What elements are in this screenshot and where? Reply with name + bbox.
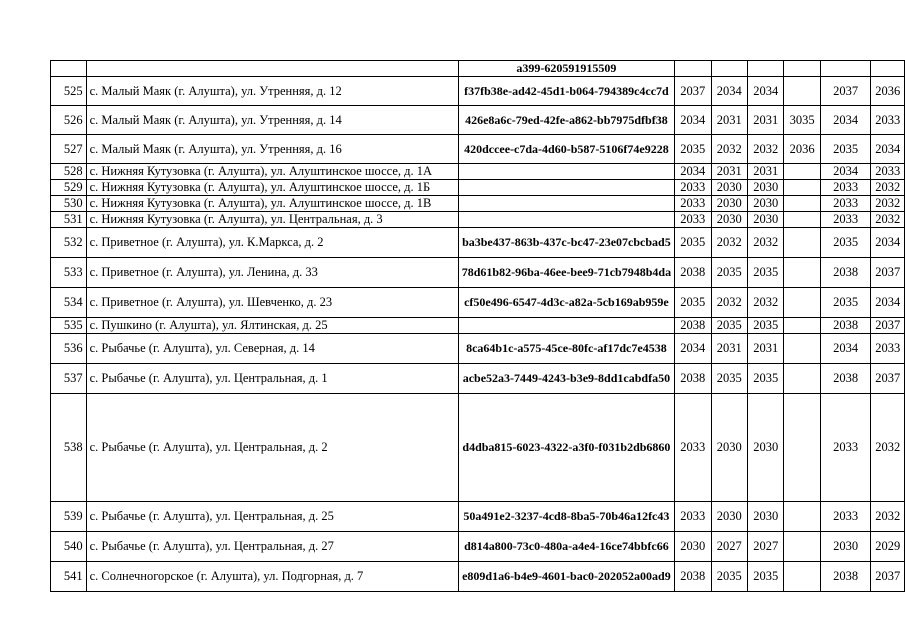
year-4-cell (784, 502, 820, 532)
year-4-cell (784, 77, 820, 106)
table-row (51, 135, 905, 164)
year-4-cell (784, 394, 820, 502)
year-1-cell: 2034 (675, 334, 711, 364)
address-cell: с. Пушкино (г. Алушта), ул. Ялтинская, д. 25 (86, 318, 458, 334)
year-1-cell: 2038 (675, 318, 711, 334)
year-4-cell: 3035 (784, 106, 820, 135)
address-cell: с. Нижняя Кутузовка (г. Алушта), ул. Центральная, д. 3 (86, 212, 458, 228)
table-row (51, 180, 905, 196)
guid-cell: acbe52a3-7449-4243-b3e9-8dd1cabdfa50 (458, 364, 674, 394)
guid-cell: a399-620591915509 (458, 61, 674, 77)
guid-cell: f37fb38e-ad42-45d1-b064-794389c4cc7d (458, 77, 674, 106)
year-6-cell: 2033 (871, 334, 905, 364)
year-3-cell: 2031 (747, 106, 783, 135)
year-3-cell: 2030 (747, 212, 783, 228)
row-number-cell: 539 (51, 502, 87, 532)
guid-cell: ba3be437-863b-437c-bc47-23e07cbcbad5 (458, 228, 674, 258)
year-5-cell: 2034 (820, 334, 871, 364)
year-3-cell: 2035 (747, 258, 783, 288)
row-number-cell: 528 (51, 164, 87, 180)
housing-table (50, 60, 905, 592)
year-6-cell: 2032 (871, 394, 905, 502)
year-3-cell: 2027 (747, 532, 783, 562)
year-4-cell (784, 258, 820, 288)
year-5-cell: 2035 (820, 135, 871, 164)
year-4-cell (784, 228, 820, 258)
address-cell: с. Рыбачье (г. Алушта), ул. Северная, д. 14 (86, 334, 458, 364)
year-1-cell: 2034 (675, 106, 711, 135)
table-row-continued (51, 61, 905, 77)
year-6-cell: 2036 (871, 77, 905, 106)
year-6-cell: 2037 (871, 562, 905, 592)
year-4-cell (784, 212, 820, 228)
address-cell: с. Приветное (г. Алушта), ул. Ленина, д. 33 (86, 258, 458, 288)
table-row (51, 164, 905, 180)
row-number-cell: 527 (51, 135, 87, 164)
address-cell: с. Приветное (г. Алушта), ул. К.Маркса, д. 2 (86, 228, 458, 258)
address-cell: с. Малый Маяк (г. Алушта), ул. Утренняя, д. 12 (86, 77, 458, 106)
guid-cell (458, 196, 674, 212)
year-2-cell: 2035 (711, 318, 747, 334)
year-1-cell: 2033 (675, 502, 711, 532)
year-4-cell (784, 562, 820, 592)
table-row (51, 228, 905, 258)
year-5-cell: 2038 (820, 364, 871, 394)
num-cell (51, 61, 87, 77)
row-number-cell: 531 (51, 212, 87, 228)
year-1-cell: 2033 (675, 212, 711, 228)
row-number-cell: 535 (51, 318, 87, 334)
table-row (51, 532, 905, 562)
address-cell: с. Малый Маяк (г. Алушта), ул. Утренняя, д. 16 (86, 135, 458, 164)
year-1-cell: 2035 (675, 135, 711, 164)
year-5-cell: 2038 (820, 258, 871, 288)
year-2-cell: 2032 (711, 228, 747, 258)
guid-cell: 8ca64b1c-a575-45ce-80fc-af17dc7e4538 (458, 334, 674, 364)
year-3-cell: 2034 (747, 77, 783, 106)
year-1-cell: 2033 (675, 180, 711, 196)
guid-cell (458, 180, 674, 196)
table-row (51, 318, 905, 334)
year-5-cell: 2037 (820, 77, 871, 106)
year-3-cell: 2032 (747, 228, 783, 258)
guid-cell: 50a491e2-3237-4cd8-8ba5-70b46a12fc43 (458, 502, 674, 532)
guid-cell: 78d61b82-96ba-46ee-bee9-71cb7948b4da (458, 258, 674, 288)
year-4-cell (784, 196, 820, 212)
year-2-cell: 2030 (711, 502, 747, 532)
year-4-cell (784, 318, 820, 334)
year-2-cell: 2030 (711, 212, 747, 228)
year-6-cell: 2032 (871, 196, 905, 212)
year-3-cell: 2032 (747, 288, 783, 318)
table-row (51, 106, 905, 135)
table-row (51, 77, 905, 106)
year-1-cell: 2038 (675, 562, 711, 592)
year-3-cell: 2031 (747, 164, 783, 180)
year-4-cell (784, 288, 820, 318)
guid-cell: 420dccee-c7da-4d60-b587-5106f74e9228 (458, 135, 674, 164)
year-5-cell: 2034 (820, 106, 871, 135)
year-3-cell: 2035 (747, 318, 783, 334)
guid-cell (458, 164, 674, 180)
year-6-cell: 2032 (871, 502, 905, 532)
address-cell: с. Приветное (г. Алушта), ул. Шевченко, д. 23 (86, 288, 458, 318)
table-row (51, 364, 905, 394)
year-2-cell: 2032 (711, 135, 747, 164)
year-6-cell: 2037 (871, 364, 905, 394)
year-1-cell: 2033 (675, 394, 711, 502)
row-number-cell: 541 (51, 562, 87, 592)
year-2-cell: 2030 (711, 180, 747, 196)
year-2-cell: 2032 (711, 288, 747, 318)
address-cell (86, 61, 458, 77)
year-6-cell: 2037 (871, 318, 905, 334)
year-3-cell: 2030 (747, 394, 783, 502)
table-row (51, 212, 905, 228)
year-6-cell: 2034 (871, 288, 905, 318)
row-number-cell: 537 (51, 364, 87, 394)
year-6-cell: 2037 (871, 258, 905, 288)
address-cell: с. Малый Маяк (г. Алушта), ул. Утренняя, д. 14 (86, 106, 458, 135)
year-6-cell: 2032 (871, 180, 905, 196)
year-5-cell: 2033 (820, 502, 871, 532)
year-6-cell: 2029 (871, 532, 905, 562)
year-5-cell: 2038 (820, 318, 871, 334)
row-number-cell: 538 (51, 394, 87, 502)
year-4-cell: 2036 (784, 135, 820, 164)
address-cell: с. Солнечногорское (г. Алушта), ул. Подгорная, д. 7 (86, 562, 458, 592)
year-2-cell: 2027 (711, 532, 747, 562)
row-number-cell: 530 (51, 196, 87, 212)
year-4-cell (784, 364, 820, 394)
year-5-cell: 2033 (820, 196, 871, 212)
year-6-cell: 2032 (871, 212, 905, 228)
year-2-cell: 2035 (711, 258, 747, 288)
year-3-cell: 2030 (747, 180, 783, 196)
year-6-cell: 2033 (871, 164, 905, 180)
guid-cell: d4dba815-6023-4322-a3f0-f031b2db6860 (458, 394, 674, 502)
address-cell: с. Нижняя Кутузовка (г. Алушта), ул. Алуштинское шоссе, д. 1В (86, 196, 458, 212)
year-1-cell: 2035 (675, 228, 711, 258)
address-cell: с. Рыбачье (г. Алушта), ул. Центральная, д. 2 (86, 394, 458, 502)
row-number-cell: 540 (51, 532, 87, 562)
year-5-cell: 2033 (820, 394, 871, 502)
address-cell: с. Рыбачье (г. Алушта), ул. Центральная, д. 25 (86, 502, 458, 532)
year-6-cell: 2034 (871, 135, 905, 164)
year-5-cell: 2038 (820, 562, 871, 592)
year-5-cell: 2035 (820, 228, 871, 258)
guid-cell: cf50e496-6547-4d3c-a82a-5cb169ab959e (458, 288, 674, 318)
year-2-cell: 2034 (711, 77, 747, 106)
year-5-cell: 2033 (820, 212, 871, 228)
year-4-cell (784, 334, 820, 364)
year-1-cell: 2034 (675, 164, 711, 180)
year-5-cell: 2033 (820, 180, 871, 196)
year-5-cell: 2034 (820, 164, 871, 180)
year-3-cell: 2035 (747, 562, 783, 592)
year-3-cell: 2031 (747, 334, 783, 364)
year-3-cell: 2032 (747, 135, 783, 164)
year-2-cell: 2031 (711, 164, 747, 180)
guid-cell: 426e8a6c-79ed-42fe-a862-bb7975dfbf38 (458, 106, 674, 135)
year-4-cell (784, 164, 820, 180)
year-4-cell (784, 180, 820, 196)
row-number-cell: 536 (51, 334, 87, 364)
year-2-cell: 2031 (711, 334, 747, 364)
year-1-cell: 2033 (675, 196, 711, 212)
year-2-cell: 2031 (711, 106, 747, 135)
table-row (51, 502, 905, 532)
year-5-cell: 2035 (820, 288, 871, 318)
guid-cell: d814a800-73c0-480a-a4e4-16ce74bbfc66 (458, 532, 674, 562)
year-1-cell: 2030 (675, 532, 711, 562)
year-3-cell: 2030 (747, 502, 783, 532)
address-cell: с. Рыбачье (г. Алушта), ул. Центральная, д. 1 (86, 364, 458, 394)
guid-cell (458, 212, 674, 228)
year-3-cell: 2030 (747, 196, 783, 212)
row-number-cell: 529 (51, 180, 87, 196)
row-number-cell: 534 (51, 288, 87, 318)
year-6-cell: 2034 (871, 228, 905, 258)
address-cell: с. Рыбачье (г. Алушта), ул. Центральная, д. 27 (86, 532, 458, 562)
year-1-cell: 2038 (675, 258, 711, 288)
year-1-cell: 2035 (675, 288, 711, 318)
year-6-cell: 2033 (871, 106, 905, 135)
table-row (51, 334, 905, 364)
table-row (51, 196, 905, 212)
table-row (51, 258, 905, 288)
year-2-cell: 2030 (711, 196, 747, 212)
year-4-cell (784, 532, 820, 562)
row-number-cell: 532 (51, 228, 87, 258)
row-number-cell: 526 (51, 106, 87, 135)
year-2-cell: 2030 (711, 394, 747, 502)
row-number-cell: 525 (51, 77, 87, 106)
year-1-cell: 2038 (675, 364, 711, 394)
table-row (51, 288, 905, 318)
address-cell: с. Нижняя Кутузовка (г. Алушта), ул. Алуштинское шоссе, д. 1А (86, 164, 458, 180)
table-row (51, 562, 905, 592)
table-row (51, 394, 905, 502)
guid-cell (458, 318, 674, 334)
year-2-cell: 2035 (711, 562, 747, 592)
year-5-cell: 2030 (820, 532, 871, 562)
address-cell: с. Нижняя Кутузовка (г. Алушта), ул. Алуштинское шоссе, д. 1Б (86, 180, 458, 196)
year-3-cell: 2035 (747, 364, 783, 394)
guid-cell: e809d1a6-b4e9-4601-bac0-202052a00ad9 (458, 562, 674, 592)
year-1-cell: 2037 (675, 77, 711, 106)
row-number-cell: 533 (51, 258, 87, 288)
year-2-cell: 2035 (711, 364, 747, 394)
